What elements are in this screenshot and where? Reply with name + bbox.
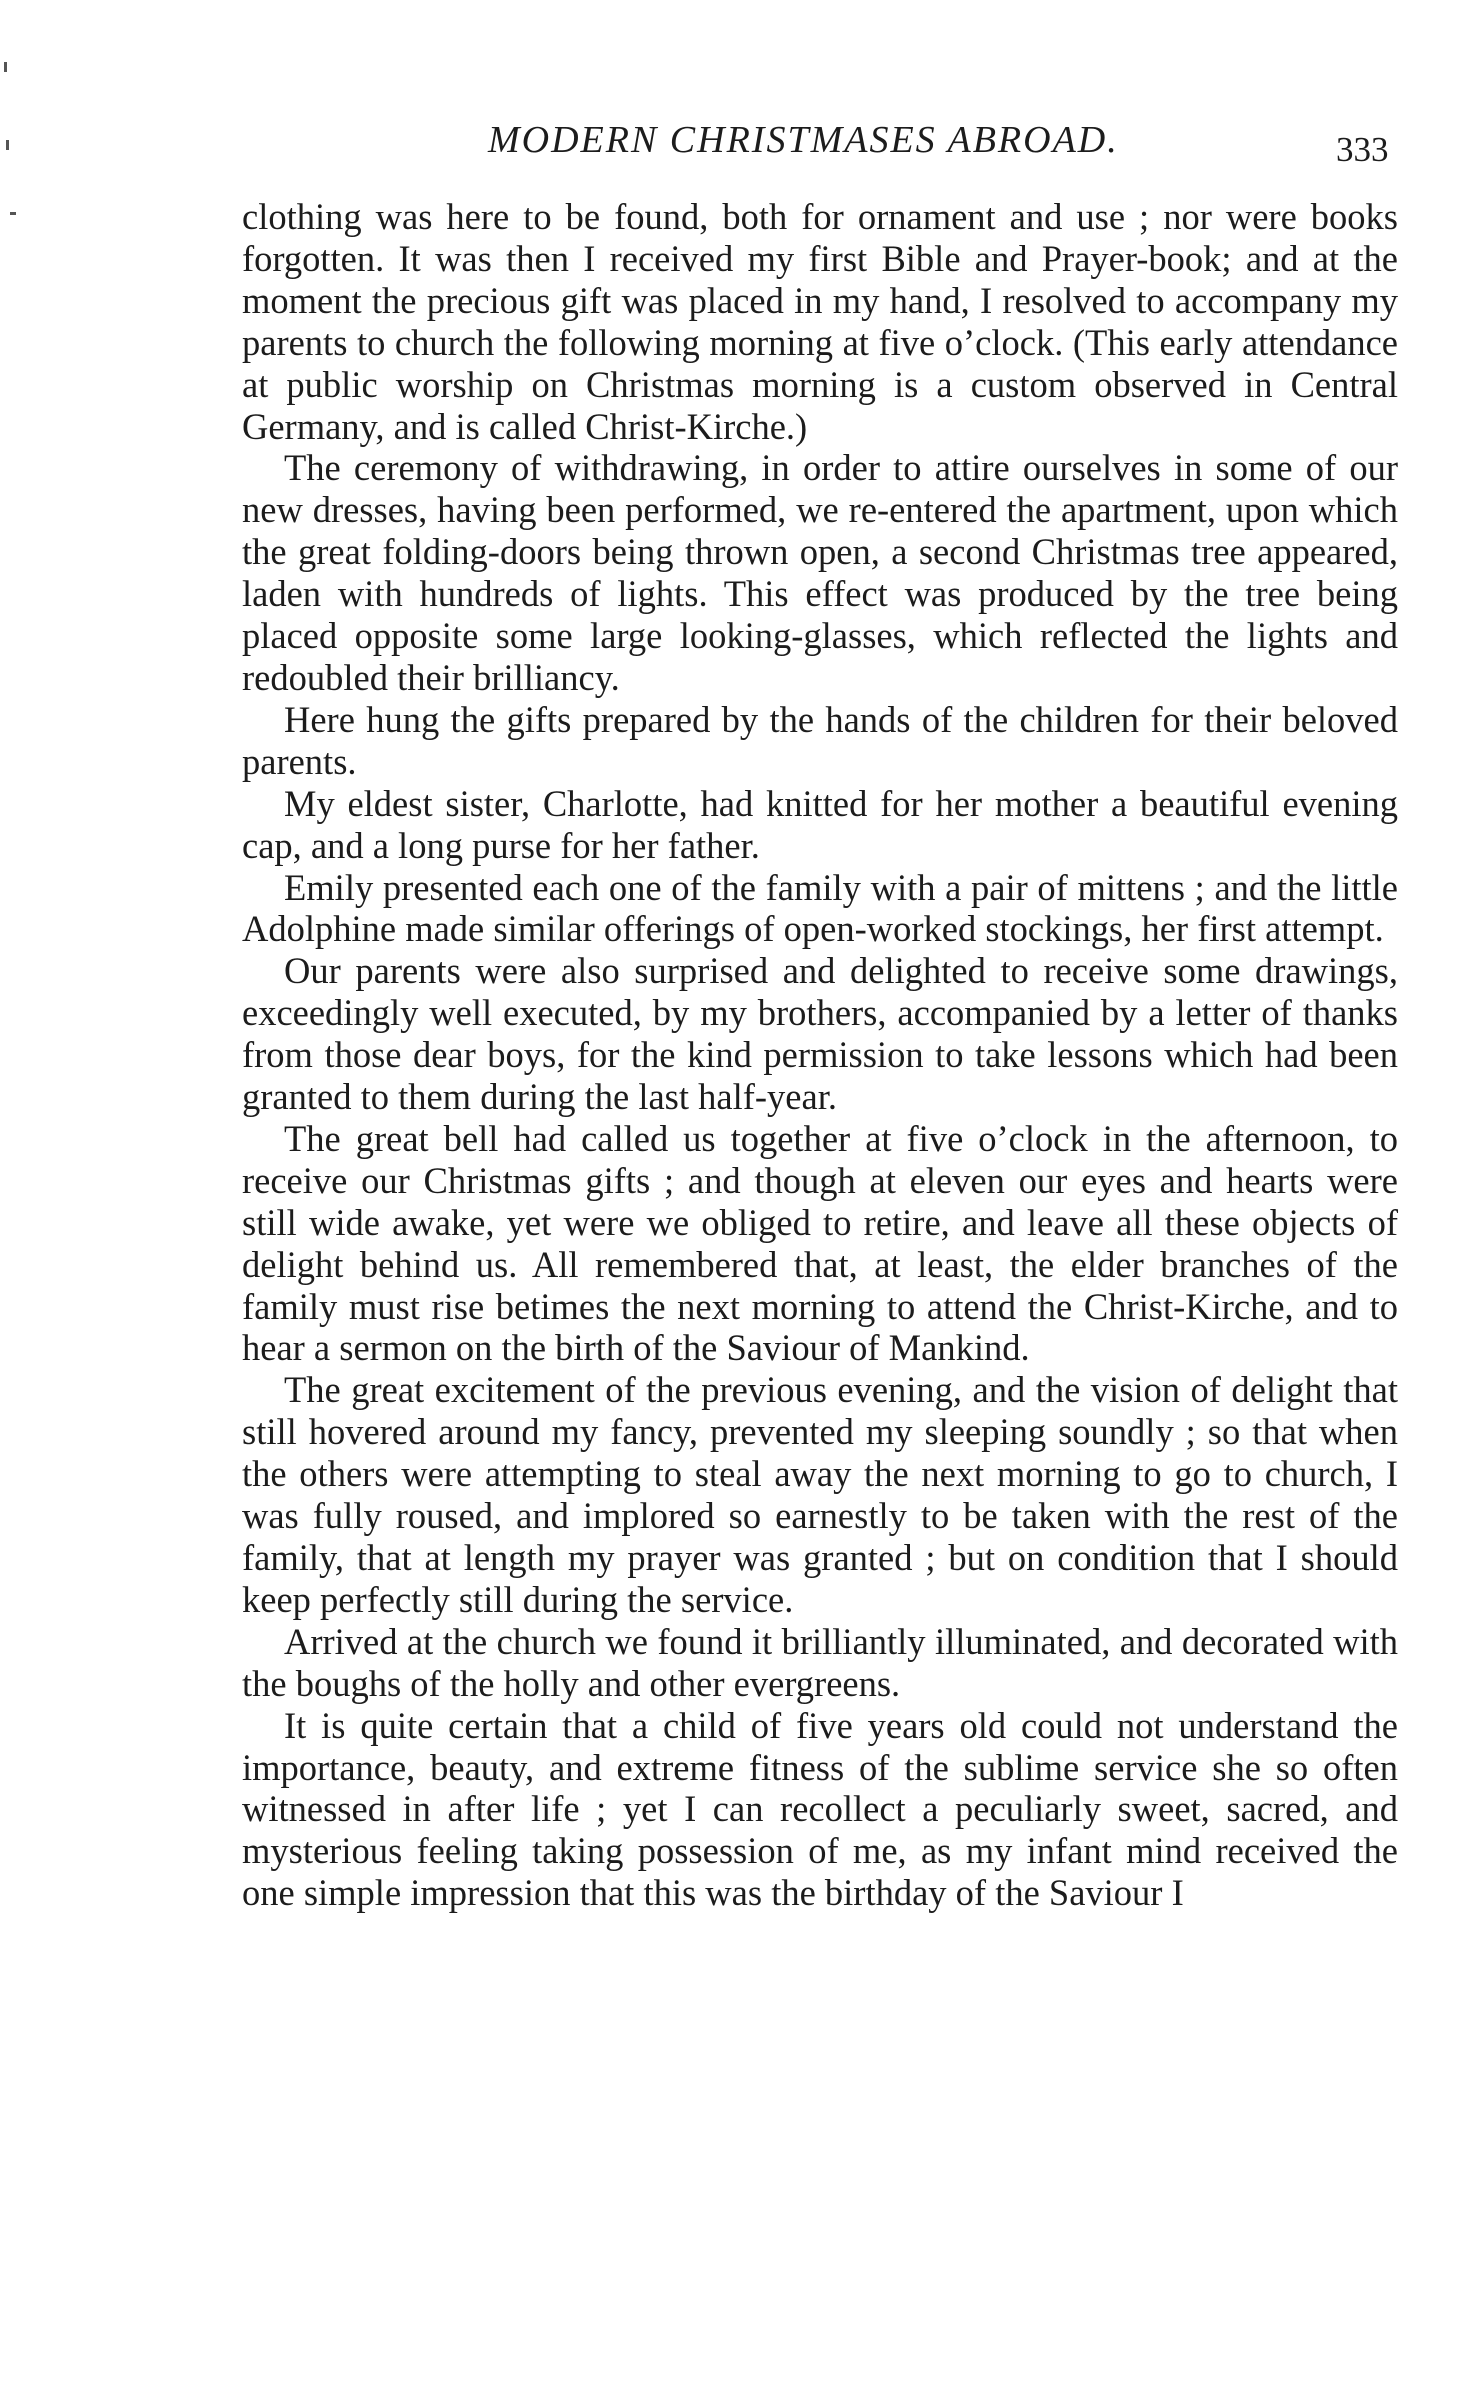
margin-speck — [10, 212, 16, 215]
paragraph: My eldest sister, Charlotte, had knitted for her mother a beautiful evening cap, and a long purse for her father. — [242, 782, 1398, 866]
margin-speck — [6, 140, 9, 150]
running-title: MODERN CHRISTMASES ABROAD. — [488, 119, 1119, 161]
paragraph: Our parents were also surprised and delighted to receive some drawings, exceedingly well executed, by my brothers, accompanied by a letter of thanks from those dear boys, for the kind permission to take lessons which had been granted to them during the last half-year. — [242, 950, 1398, 1118]
body-text — [242, 196, 1398, 1914]
paragraph: The great bell had called us together at five o’clock in the afternoon, to receive our Christmas gifts ; and though at eleven our eyes and hearts were still wide awake, yet were we obliged to retire, and leave all these objects of delight behind us. All remembered that, at least, the elder branches of the family must rise betimes the next morning to attend the Christ-Kirche, and to hear a sermon on the birth of the Saviour of Mankind. — [242, 1117, 1398, 1369]
paragraph: Arrived at the church we found it brilliantly illuminated, and decorated with the boughs of the holly and other evergreens. — [242, 1620, 1398, 1704]
paragraph: It is quite certain that a child of five years old could not understand the importance, beauty, and extreme fitness of the sublime service she so often witnessed in after life ; yet I can recollect a peculiarly sweet, sacred, and mysterious feeling taking possession of me, as my infant mind received the one simple impression that this was the birthday of the Saviour I — [242, 1704, 1398, 1914]
paragraph: Emily presented each one of the family with a pair of mittens ; and the little Adolphine made similar offerings of open-worked stockings, her first attempt. — [242, 866, 1398, 950]
paragraph: The ceremony of withdrawing, in order to attire ourselves in some of our new dresses, having been performed, we re-entered the apartment, upon which the great folding-doors being thrown open, a second Christmas tree appeared, laden with hundreds of lights. This effect was produced by the tree being placed opposite some large looking-glasses, which reflected the lights and redoubled their brilliancy. — [242, 447, 1398, 698]
margin-speck — [4, 62, 7, 72]
paragraph: The great excitement of the previous evening, and the vision of delight that still hovered around my fancy, prevented my sleeping soundly ; so that when the others were attempting to steal away the next morning to go to church, I was fully roused, and implored so earnestly to be taken with the rest of the family, that at length my prayer was granted ; but on condition that I should keep perfectly still during the service. — [242, 1369, 1398, 1620]
page-number: 333 — [1336, 130, 1389, 169]
paragraph: clothing was here to be found, both for ornament and use ; nor were books forgotten. It was then I received my first Bible and Prayer-book; and at the moment the precious gift was placed in my hand, I resolved to accompany my parents to church the following morning at five o’clock. (This early attendance at public worship on Christmas morning is a custom observed in Central Germany, and is called Christ-Kirche.) — [242, 196, 1398, 447]
paragraph: Here hung the gifts prepared by the hands of the children for their beloved parents. — [242, 698, 1398, 782]
